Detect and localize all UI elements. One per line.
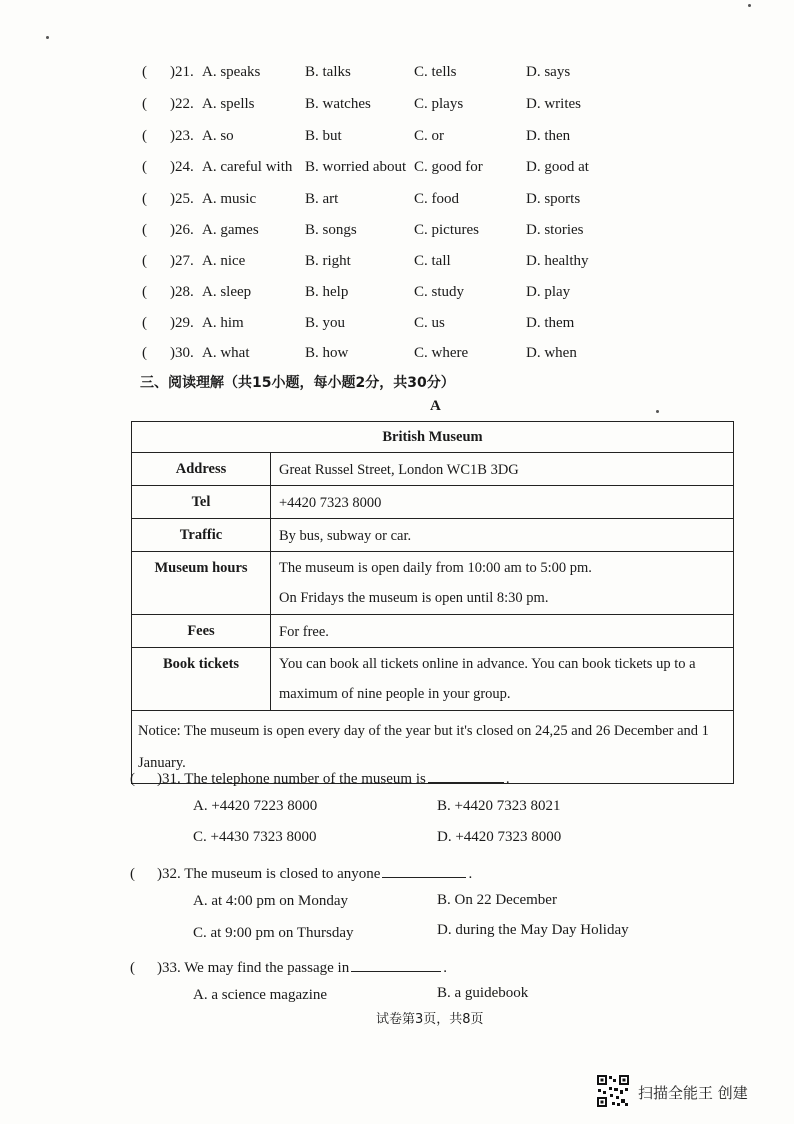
option-c: C. food [414, 191, 459, 207]
passage-letter: A [430, 398, 441, 414]
option-b: B. songs [305, 222, 357, 238]
option-c: C. us [414, 315, 445, 331]
question-text: )33. We may find the passage in [157, 960, 350, 976]
answer-paren: ( [142, 96, 147, 112]
answer-blank[interactable] [351, 957, 441, 972]
question-number: )23. [170, 128, 194, 144]
option-a: A. careful with [202, 159, 293, 175]
question-number: )26. [170, 222, 194, 238]
answer-paren: ( [130, 771, 135, 787]
camscanner-watermark [596, 1074, 786, 1112]
answer-option: A. at 4:00 pm on Monday [193, 893, 348, 909]
answer-option: A. a science magazine [193, 987, 328, 1003]
answer-option: B. On 22 December [437, 892, 557, 908]
option-b: B. how [305, 345, 349, 361]
tel-label: Tel [132, 486, 271, 519]
cloze-option-row [0, 128, 794, 154]
answer-paren: ( [142, 159, 147, 175]
scan-speck [656, 410, 659, 413]
option-a: A. nice [202, 253, 246, 269]
answer-paren: ( [142, 191, 147, 207]
answer-paren: ( [142, 345, 147, 361]
cloze-option-row [0, 284, 794, 310]
option-d: D. them [526, 315, 575, 331]
option-b: B. you [305, 315, 346, 331]
answer-option: A. +4420 7223 8000 [193, 798, 318, 814]
question-stem [130, 957, 447, 977]
question-number: )21. [170, 64, 194, 80]
option-a: A. games [202, 222, 259, 238]
fees-value: For free. [271, 615, 734, 648]
answer-paren: ( [142, 253, 147, 269]
option-c: C. where [414, 345, 469, 361]
option-a: A. speaks [202, 64, 261, 80]
answer-option: D. during the May Day Holiday [437, 922, 629, 938]
option-b: B. help [305, 284, 349, 300]
answer-paren: ( [142, 128, 147, 144]
cloze-option-row [0, 345, 794, 371]
answer-paren: ( [130, 960, 135, 976]
question-number: )24. [170, 159, 194, 175]
option-c: C. study [414, 284, 465, 300]
answer-option: C. at 9:00 pm on Thursday [193, 925, 354, 941]
notice-text: Notice: The museum is open every day of the year but it's closed on 24,25 and 26 December and 1 January. [132, 711, 734, 784]
option-b: B. worried about [305, 159, 407, 175]
option-b: B. art [305, 191, 339, 207]
option-a: A. music [202, 191, 257, 207]
cloze-option-row [0, 315, 794, 341]
question-number: )27. [170, 253, 194, 269]
answer-option: B. +4420 7323 8021 [437, 798, 561, 814]
hours-label: Museum hours [132, 552, 271, 615]
traffic-label: Traffic [132, 519, 271, 552]
question-text: )31. The telephone number of the museum is [157, 771, 426, 787]
cloze-option-row [0, 191, 794, 217]
address-value: Great Russel Street, London WC1B 3DG [271, 453, 734, 486]
question-number: )22. [170, 96, 194, 112]
answer-paren: ( [130, 866, 135, 882]
book-tickets-label: Book tickets [132, 648, 271, 711]
option-a: A. so [202, 128, 234, 144]
option-c: C. tells [414, 64, 457, 80]
fees-label: Fees [132, 615, 271, 648]
answer-paren: ( [142, 284, 147, 300]
hours-line-2: On Fridays the museum is open until 8:30 pm. [279, 590, 549, 606]
page-footer: 试卷第3页，共8页 [376, 1012, 484, 1027]
watermark-text: 扫描全能王 创建 [638, 1084, 748, 1102]
hours-line-1: The museum is open daily from 10:00 am to 5:00 pm. [279, 560, 592, 576]
cloze-option-row [0, 159, 794, 185]
question-number: )28. [170, 284, 194, 300]
option-c: C. tall [414, 253, 451, 269]
option-a: A. him [202, 315, 244, 331]
address-label: Address [132, 453, 271, 486]
question-stem [130, 863, 472, 883]
section-title: 三、阅读理解（共15小题，每小题2分，共30分） [140, 375, 455, 391]
option-b: B. watches [305, 96, 371, 112]
option-d: D. says [526, 64, 571, 80]
question-end: . [505, 771, 510, 787]
option-c: C. plays [414, 96, 464, 112]
cloze-option-row [0, 253, 794, 279]
option-b: B. talks [305, 64, 351, 80]
option-a: A. spells [202, 96, 255, 112]
qr-code-icon [596, 1074, 630, 1108]
book-tickets-value: You can book all tickets online in advance. You can book tickets up to a maximum of nine people in your group. [271, 648, 734, 711]
option-d: D. writes [526, 96, 581, 112]
scan-speck [46, 36, 49, 39]
option-c: C. or [414, 128, 444, 144]
tel-value: +4420 7323 8000 [271, 486, 734, 519]
answer-paren: ( [142, 64, 147, 80]
question-text: )32. The museum is closed to anyone [157, 866, 381, 882]
traffic-value: By bus, subway or car. [271, 519, 734, 552]
option-b: B. right [305, 253, 351, 269]
answer-paren: ( [142, 315, 147, 331]
answer-blank[interactable] [428, 768, 504, 783]
cloze-option-row [0, 64, 794, 90]
question-end: . [443, 960, 447, 976]
scan-speck [748, 4, 751, 7]
hours-value [271, 552, 734, 615]
option-c: C. good for [414, 159, 483, 175]
question-number: )30. [170, 345, 194, 361]
answer-option: B. a guidebook [437, 985, 529, 1001]
question-number: )29. [170, 315, 194, 331]
option-d: D. play [526, 284, 571, 300]
answer-option: C. +4430 7323 8000 [193, 829, 317, 845]
option-b: B. but [305, 128, 342, 144]
option-d: D. when [526, 345, 577, 361]
cloze-option-row [0, 96, 794, 122]
option-d: D. sports [526, 191, 581, 207]
cloze-option-row [0, 222, 794, 248]
option-d: D. then [526, 128, 571, 144]
answer-blank[interactable] [382, 863, 466, 878]
option-c: C. pictures [414, 222, 479, 238]
answer-option: D. +4420 7323 8000 [437, 829, 562, 845]
option-a: A. what [202, 345, 250, 361]
question-number: )25. [170, 191, 194, 207]
question-end: . [468, 866, 473, 882]
answer-paren: ( [142, 222, 147, 238]
option-d: D. healthy [526, 253, 589, 269]
option-d: D. good at [526, 159, 589, 175]
museum-info-table [131, 421, 734, 784]
option-a: A. sleep [202, 284, 252, 300]
question-stem [130, 768, 510, 788]
option-d: D. stories [526, 222, 584, 238]
museum-title: British Museum [132, 422, 734, 453]
